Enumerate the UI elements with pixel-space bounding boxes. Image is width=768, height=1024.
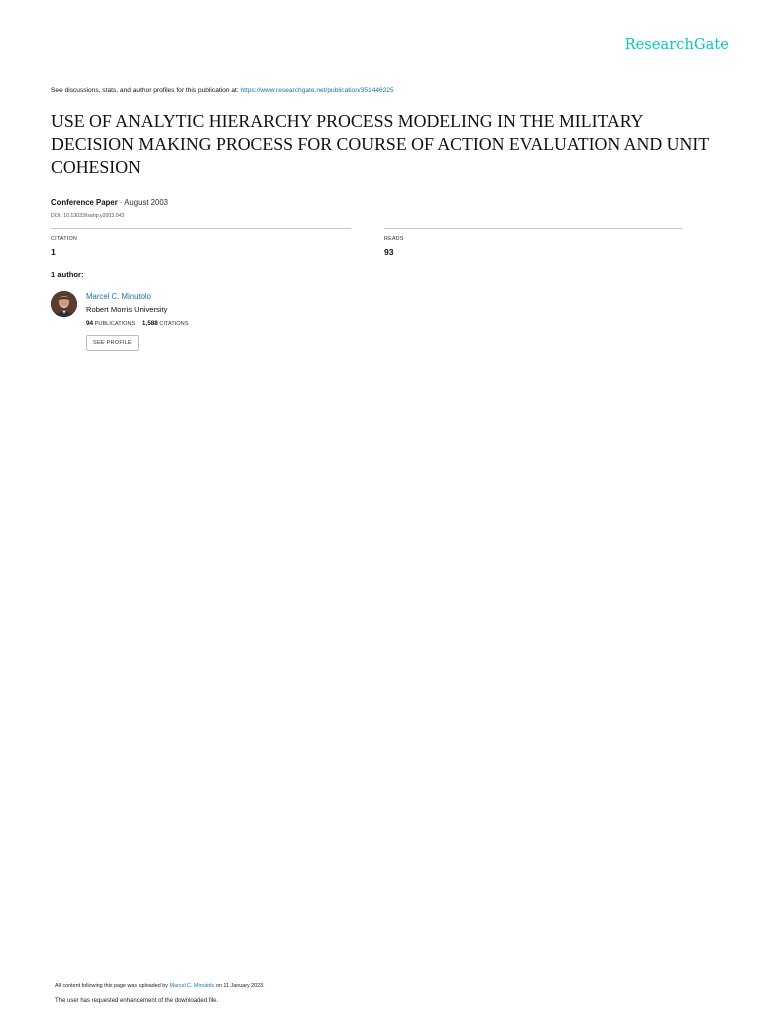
uploader-link[interactable]: Marcel C. Minutolo [169, 982, 215, 989]
researchgate-logo[interactable]: ResearchGate [624, 37, 729, 53]
author-avatar[interactable] [51, 291, 77, 317]
author-photo-icon [51, 291, 77, 317]
citation-divider [51, 228, 351, 229]
upload-suffix: on 11 January 2023. [214, 982, 265, 989]
author-name-link[interactable]: Marcel C. Minutolo [86, 291, 151, 301]
publication-meta [51, 198, 168, 207]
reads-count: 93 [384, 246, 394, 257]
authors-heading: 1 author: [51, 269, 84, 279]
citation-label: CITATION [51, 235, 77, 242]
upload-prefix: All content following this page was uploaded by [55, 982, 170, 989]
meta-separator: · [117, 198, 125, 207]
publication-url-link[interactable]: https://www.researchgate.net/publication/351446225 [240, 87, 394, 94]
reads-divider [384, 228, 683, 229]
publication-date: August 2003 [124, 198, 169, 207]
author-affiliation: Robert Morris University [86, 304, 168, 314]
publication-title: USE OF ANALYTIC HIERARCHY PROCESS MODELING IN THE MILITARY DECISION MAKING PROCESS FOR COURSE OF ACTION EVALUATION AND UNIT COHESION [51, 111, 709, 177]
reads-label: READS [384, 235, 404, 242]
see-profile-button[interactable]: SEE PROFILE [86, 335, 139, 351]
discussion-line [51, 87, 394, 94]
upload-note [55, 983, 265, 989]
author-stats [86, 320, 188, 327]
citation-count: 1 [51, 246, 56, 257]
author-citations-count: 1,588 [141, 319, 158, 327]
author-citations-label: CITATIONS [159, 320, 189, 327]
publication-type: Conference Paper [51, 198, 118, 207]
author-publications-count: 94 [86, 319, 94, 327]
author-publications-label: PUBLICATIONS [94, 320, 136, 327]
publication-doi: DOI: 10.13033/isahp.y2003.043 [51, 212, 125, 219]
enhancement-note: The user has requested enhancement of the downloaded file. [55, 997, 219, 1004]
discussion-prefix: See discussions, stats, and author profiles for this publication at: [51, 87, 241, 94]
